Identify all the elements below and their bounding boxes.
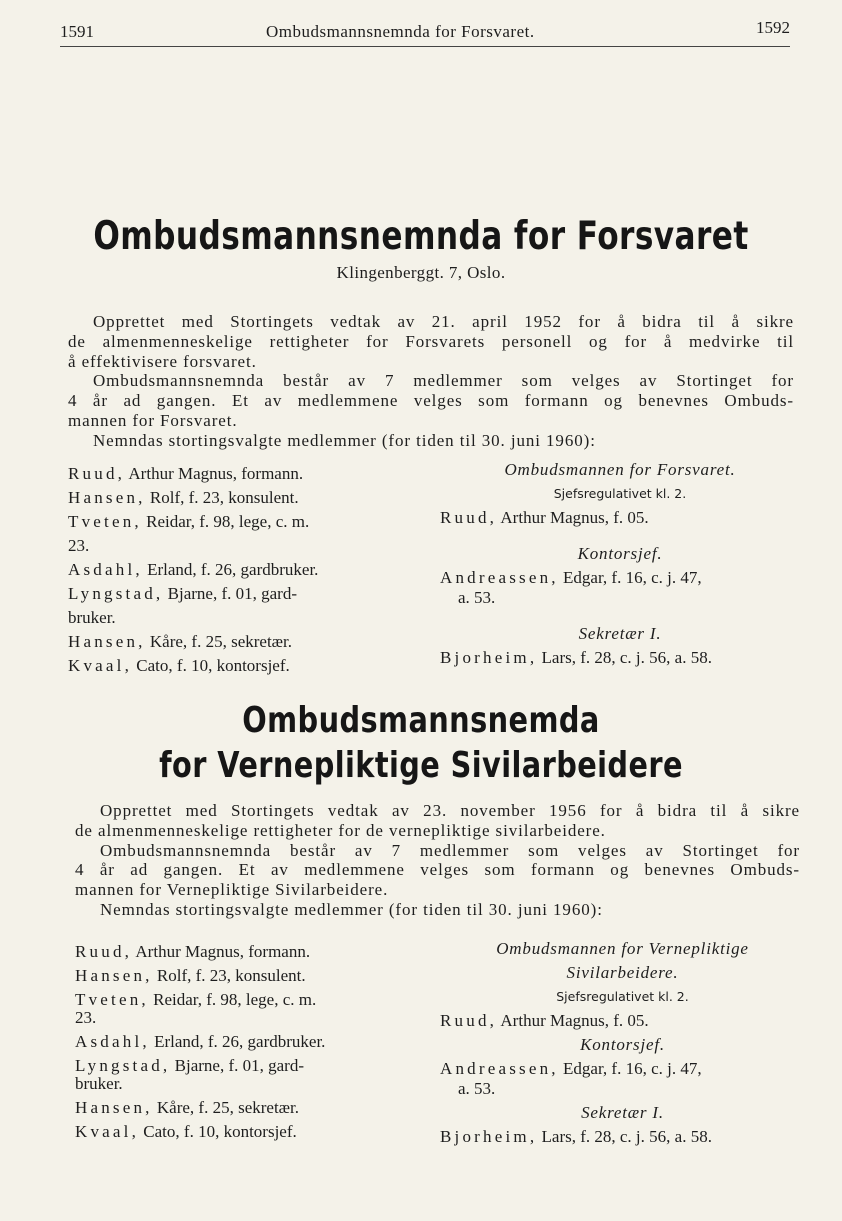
member-entry [75,1096,410,1120]
member-details: Cato, f. 10, kontorsjef. [132,656,290,675]
section2-line: Opprettet med Stortingets vedtak av 23. november 1956 for å bidra til å sikre [100,801,800,820]
member-details: Erland, f. 26, gardbruker. [149,1032,326,1051]
member-details: Reidar, f. 98, lege, c. m. [148,990,317,1009]
member-details: Arthur Magnus, formann. [125,464,304,483]
member-name: Lyngstad, [68,584,164,603]
section1-line: mannen for Forsvaret. [68,410,238,430]
member-details-cont: bruker. [75,1074,123,1093]
section2-line: Ombudsmannsnemnda består av 7 medlemmer som velges av Stortinget for [100,840,800,860]
member-name: Lyngstad, [75,1056,171,1075]
member-details-cont: bruker. [68,608,116,627]
ombud-entry [440,506,800,530]
section1-line: de almenmenneskelige rettigheter for Forsvarets personell og for å medvirke til [68,331,794,351]
section1-line: å effektivisere forsvaret. [68,351,257,371]
kontorsjef-entry [440,566,800,610]
member-name: Ruud, [68,464,126,483]
member-name: Asdahl, [75,1032,150,1051]
sekretaer-title: Sekretær I. [581,1103,664,1122]
ombud-details: Arthur Magnus, f. 05. [497,508,649,527]
member-name: Kvaal, [75,1122,140,1141]
kontorsjef-name: Andreassen, [440,1059,559,1078]
spacer [440,610,800,622]
section2-title-line2: for Vernepliktige Sivilarbeidere [159,745,683,786]
section1-line: Ombudsmannsnemnda består av 7 medlemmer som velges av Stortinget for [93,371,794,391]
sekretaer-entry [440,646,800,670]
sekretaer-name: Bjorheim, [440,1127,538,1146]
section1-title: Ombudsmannsnemnda for Forsvaret [93,214,749,259]
member-name: Hansen, [68,488,146,507]
running-title: Ombudsmannsnemnda for Forsvaret. [266,22,535,41]
member-details: Rolf, f. 23, konsulent. [145,488,299,507]
section2-line: mannen for Vernepliktige Sivilarbeidere. [75,880,389,900]
member-name: Tveten, [68,512,142,531]
member-details: Bjarne, f. 01, gard- [163,584,297,603]
member-name: Hansen, [75,966,153,985]
member-name: Hansen, [68,632,146,651]
sekretaer-name: Bjorheim, [440,648,538,667]
member-entry [75,988,410,1030]
page-number-right: 1592 [756,18,790,37]
sekretaer-entry [440,1125,805,1149]
regulativ-note: Sjefsregulativet kl. 2. [553,486,687,501]
section2-intro [75,801,800,920]
member-name: Asdahl, [68,560,143,579]
ombud-title: Ombudsmannen for Vernepliktige [496,939,749,958]
member-details-cont: 23. [68,536,90,555]
member-details-cont: 23. [75,1008,97,1027]
spacer [440,530,800,542]
member-entry [75,1120,410,1144]
member-details: Cato, f. 10, kontorsjef. [139,1122,297,1141]
section2-line: 4 år ad gangen. Et av medlemmene velges som formann og benevnes Ombuds- [75,860,800,880]
member-details: Rolf, f. 23, konsulent. [152,966,306,985]
section1-line: 4 år ad gangen. Et av medlemmene velges som formann og benevnes Ombuds- [68,391,794,411]
member-name: Kvaal, [68,656,133,675]
member-details: Erland, f. 26, gardbruker. [142,560,319,579]
member-name: Ruud, [75,942,133,961]
member-entry [68,630,398,654]
ombud-name: Ruud, [440,1011,498,1030]
member-entry [68,510,398,558]
member-entry [75,940,410,964]
member-entry [68,582,398,630]
kontorsjef-name: Andreassen, [440,568,559,587]
member-entry [68,486,398,510]
section1-line: Opprettet med Stortingets vedtak av 21. april 1952 for å bidra til å sikre [93,312,794,331]
section1-line: Nemndas stortingsvalgte medlemmer (for tiden til 30. juni 1960): [93,430,596,450]
member-details: Kåre, f. 25, sekretær. [152,1098,299,1117]
section1-office [440,458,800,670]
member-entry [68,558,398,582]
sekretaer-details: Lars, f. 28, c. j. 56, a. 58. [537,648,712,667]
ombud-entry [440,1009,805,1033]
member-name: Tveten, [75,990,149,1009]
member-entry [75,1054,410,1096]
section2-line: Nemndas stortingsvalgte medlemmer (for tiden til 30. juni 1960): [100,899,603,919]
header-rule [60,46,790,47]
ombud-title: Ombudsmannen for Forsvaret. [504,460,736,479]
kontorsjef-details-cont: a. 53. [458,1079,496,1098]
kontorsjef-entry [440,1057,805,1101]
sekretaer-title: Sekretær I. [578,624,662,643]
member-details: Reidar, f. 98, lege, c. m. [141,512,310,531]
member-details: Kåre, f. 25, sekretær. [145,632,292,651]
kontorsjef-details-cont: a. 53. [458,588,496,607]
regulativ-note: Sjefsregulativet kl. 2. [556,989,689,1004]
member-details: Arthur Magnus, formann. [132,942,311,961]
ombud-name: Ruud, [440,508,498,527]
page-number-left: 1591 [60,22,94,41]
section1-intro [68,312,794,451]
member-entry [68,654,398,678]
section2-members [75,940,410,1144]
member-name: Hansen, [75,1098,153,1117]
kontorsjef-details: Edgar, f. 16, c. j. 47, [558,1059,702,1078]
member-entry [68,462,398,486]
section1-address: Klingenberggt. 7, Oslo. [336,263,506,282]
kontorsjef-title: Kontorsjef. [580,1035,665,1054]
ombud-title-cont: Sivilarbeidere. [566,963,679,982]
running-header [60,18,790,52]
section1-members [68,462,398,678]
section2-title-line1: Ombudsmannsnemda [242,700,600,741]
member-details: Bjarne, f. 01, gard- [170,1056,304,1075]
ombud-details: Arthur Magnus, f. 05. [497,1011,649,1030]
sekretaer-details: Lars, f. 28, c. j. 56, a. 58. [537,1127,712,1146]
section2-line: de almenmenneskelige rettigheter for de vernepliktige sivilarbeidere. [75,820,606,840]
kontorsjef-details: Edgar, f. 16, c. j. 47, [558,568,702,587]
member-entry [75,1030,410,1054]
section2-office [440,937,805,1149]
member-entry [75,964,410,988]
kontorsjef-title: Kontorsjef. [577,544,663,563]
